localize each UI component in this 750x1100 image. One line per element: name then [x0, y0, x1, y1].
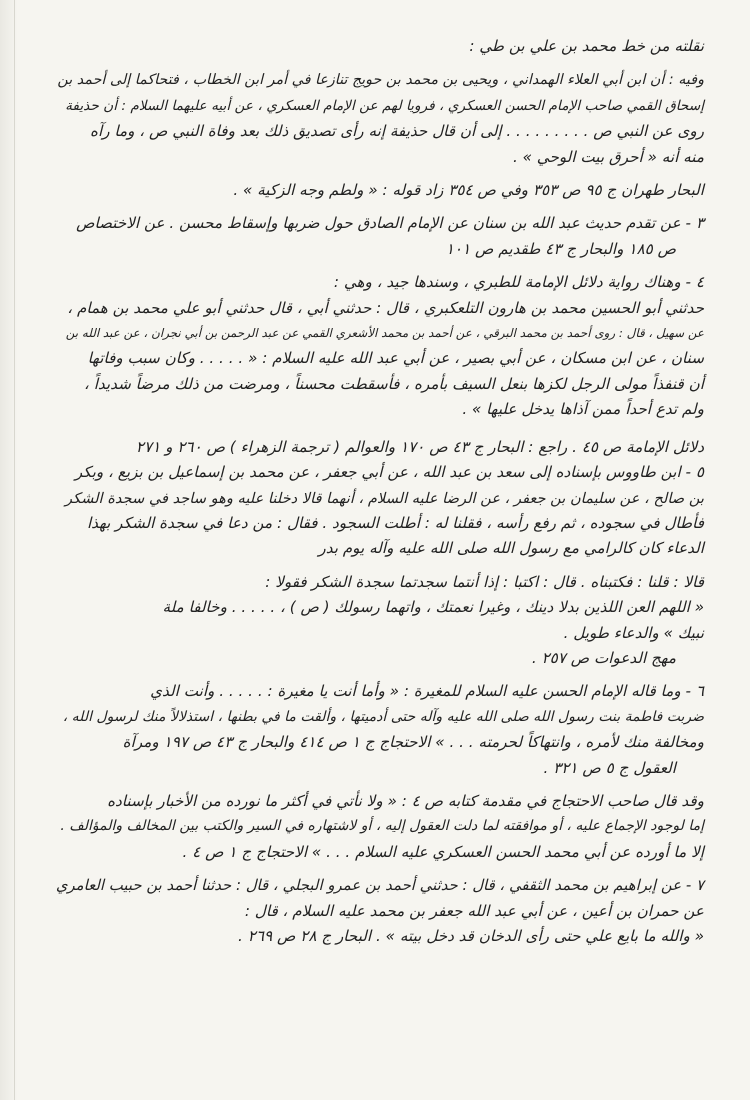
text-line: الدعاء كان كالرامي مع رسول الله صلى الله عليه وآله يوم بدر	[318, 539, 704, 558]
text-line: ٧ - عن إبراهيم بن محمد الثقفي ، قال : حدثني أحمد بن عمرو البجلي ، قال : حدثنا أحمد بن حبيب العامري	[55, 876, 704, 895]
text-line: إلا ما أورده عن أبي محمد الحسن العسكري عليه السلام . . . » الاحتجاج ج ١ ص ٤ .	[182, 842, 704, 861]
text-line: منه أنه « أحرق بيت الوحي » .	[512, 147, 704, 166]
manuscript-text	[56, 34, 704, 949]
text-line: حدثني أبو الحسين محمد بن هارون التلعكبري ، قال : حدثني أبي ، قال حدثني أبو علي محمد بن همام ،	[67, 298, 704, 317]
text-line: بن صالح ، عن سليمان بن جعفر ، عن الرضا عليه السلام ، أنهما قالا دخلنا عليه وهو ساجد في سجدة الشكر	[64, 489, 704, 507]
text-line: ص ١٨٥ والبحار ج ٤٣ طقديم ص ١٠١	[445, 239, 676, 258]
text-line: ٣ - عن تقدم حديث عبد الله بن سنان عن الإمام الصادق حول ضربها وإسقاط محسن . عن الاختصاص	[76, 214, 704, 233]
text-line: ٤ - وهناك رواية دلائل الإمامة للطبري ، وسندها جيد ، وهي :	[333, 273, 704, 292]
text-line: وقد قال صاحب الاحتجاج في مقدمة كتابه ص ٤ : « ولا نأتي في أكثر ما نورده من الأخبار بإسناده	[107, 791, 704, 810]
text-line: دلائل الإمامة ص ٤٥ . راجع : البحار ج ٤٣ ص ١٧٠ والعوالم ( ترجمة الزهراء ) ص ٢٦٠ و ٢٧١	[135, 437, 704, 456]
text-line: ٥ - ابن طاووس بإسناده إلى سعد بن عبد الله ، عن أبي جعفر ، عن محمد بن إسماعيل بن بزيع ، وبكر	[74, 463, 704, 482]
text-line: ولم تدع أحداً ممن آذاها يدخل عليها » .	[462, 400, 704, 419]
text-line: وفيه : أن ابن أبي العلاء الهمداني ، ويحيى بن محمد بن حويج تنازعا في أمر ابن الخطاب ، فتحاكما إلى أحمد بن	[57, 72, 704, 89]
text-line: عن حمران بن أعين ، عن أبي عبد الله جعفر بن محمد عليه السلام ، قال :	[244, 901, 704, 920]
text-line: فأطال في سجوده ، ثم رفع رأسه ، فقلنا له : أطلت السجود . فقال : من دعا في سجدة الشكر بهذا	[86, 513, 704, 532]
text-line: نبيك » والدعاء طويل .	[563, 623, 704, 642]
text-line: عن سهيل ، قال : روى أحمد بن محمد البرقي ، عن أحمد بن محمد الأشعري القمي عن عبد الرحمن بن أبي نجران ، عن عبد الله بن	[65, 326, 704, 341]
text-line: البحار طهران ج ٩٥ ص ٣٥٣ وفي ص ٣٥٤ زاد قوله : « ولطم وجه الزكية » .	[233, 181, 704, 200]
text-line: « والله ما بايع علي حتى رأى الدخان قد دخل بيته » . البحار ج ٢٨ ص ٢٦٩ .	[238, 927, 704, 945]
text-line: ٦ - وما قاله الإمام الحسن عليه السلام للمغيرة : « وأما أنت يا مغيرة : . . . . . وأنت الذي	[150, 682, 704, 701]
text-line: مهج الدعوات ص ٢٥٧ .	[531, 648, 676, 667]
text-line: العقول ج ٥ ص ٣٢١ .	[543, 758, 676, 777]
text-line: أن قنفذاً مولى الرجل لكزها بنعل السيف بأمره ، فأسقطت محسناً ، ومرضت من ذلك مرضاً شديداً ،	[83, 374, 704, 393]
text-line: سنان ، عن ابن مسكان ، عن أبي بصير ، عن أبي عبد الله عليه السلام : « . . . . . وكان سبب وفاتها	[87, 349, 704, 368]
heading: نقلته من خط محمد بن علي بن طي :	[469, 37, 704, 55]
text-line: ومخالفة منك لأمره ، وانتهاكاً لحرمته . . . » الاحتجاج ج ١ ص ٤١٤ والبحار ج ٤٣ ص ١٩٧ ومرآة	[122, 733, 704, 752]
text-line: « اللهم العن اللذين بدلا دينك ، وغيرا نعمتك ، واتهما رسولك ( ص ) ، . . . . . وخالفا ملة	[162, 598, 704, 617]
text-line: قالا : قلنا : فكتبناه . قال : اكتبا : إذا أنتما سجدتما سجدة الشكر فقولا :	[265, 572, 704, 591]
text-line: ضربت فاطمة بنت رسول الله صلى الله عليه وآله حتى أدميتها ، وألقت ما في بطنها ، استذلالاً منك لرسول الله ،	[62, 708, 704, 725]
text-line: إما لوجود الإجماع عليه ، أو موافقته لما دلت العقول إليه ، أو لاشتهاره في السير والكتب بين المخالف والمؤالف .	[60, 818, 704, 835]
text-line: روى عن النبي ص . . . . . . . . . إلى أن قال حذيفة إنه رأى تصديق ذلك بعد وفاة النبي ص ، وما رآه	[90, 122, 704, 141]
page-gutter	[14, 0, 15, 1100]
text-line: إسحاق القمي صاحب الإمام الحسن العسكري ، فرويا لهم عن الإمام العسكري ، عن أبيه عليهما السلام : أن حذيفة	[65, 97, 704, 114]
